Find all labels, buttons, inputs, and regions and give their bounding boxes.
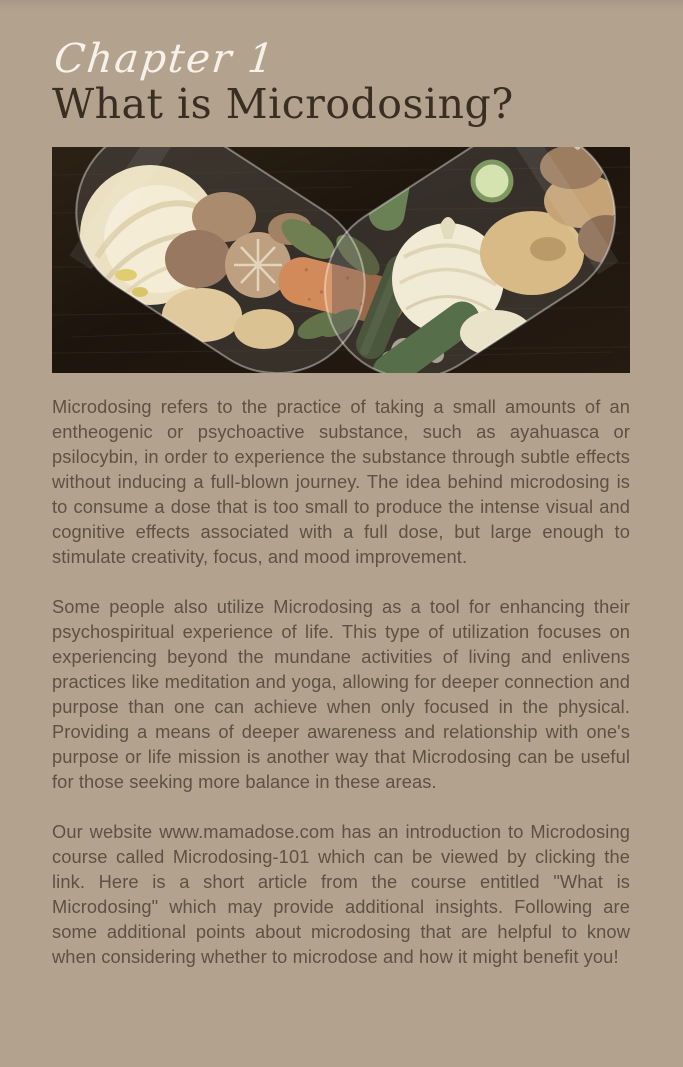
page-header [0,0,683,127]
chapter-label: Chapter 1 [52,36,278,82]
body-text [52,394,630,969]
page-title: What is Microdosing? [52,80,514,128]
capsule-vegetables-photo [52,147,630,373]
body-paragraph: Some people also utilize Microdosing as a tool for enhancing their psychospiritual experience of life. This type of utilization focuses on experiencing beyond the mundane activities of living and enlivens practices like meditation and yoga, allowing for deeper connection and purpose than one can achieve when only focused in the physical. Providing a means of deeper awareness and relationship with one's purpose or life mission is another way that Microdosing can be useful for those seeking more balance in these areas. [52,596,630,793]
body-paragraph: Microdosing refers to the practice of taking a small amounts of an entheogenic or psychoactive substance, such as ayahuasca or psilocybin, in order to experience the substance through subtle effects without inducing a full-blown journey. The idea behind microdosing is to consume a dose that is too small to produce the intense visual and cognitive effects associated with a full dose, but large enough to stimulate creativity, focus, and mood improvement. [52,396,630,568]
body-paragraph: Our website www.mamadose.com has an introduction to Microdosing course called Microdosing-101 which can be viewed by clicking the link. Here is a short article from the course entitled "What is Microdosing" which may provide additional insights. Following are some additional points about microdosing that are helpful to know when considering whether to microdose and how it might benefit you! [52,821,630,968]
